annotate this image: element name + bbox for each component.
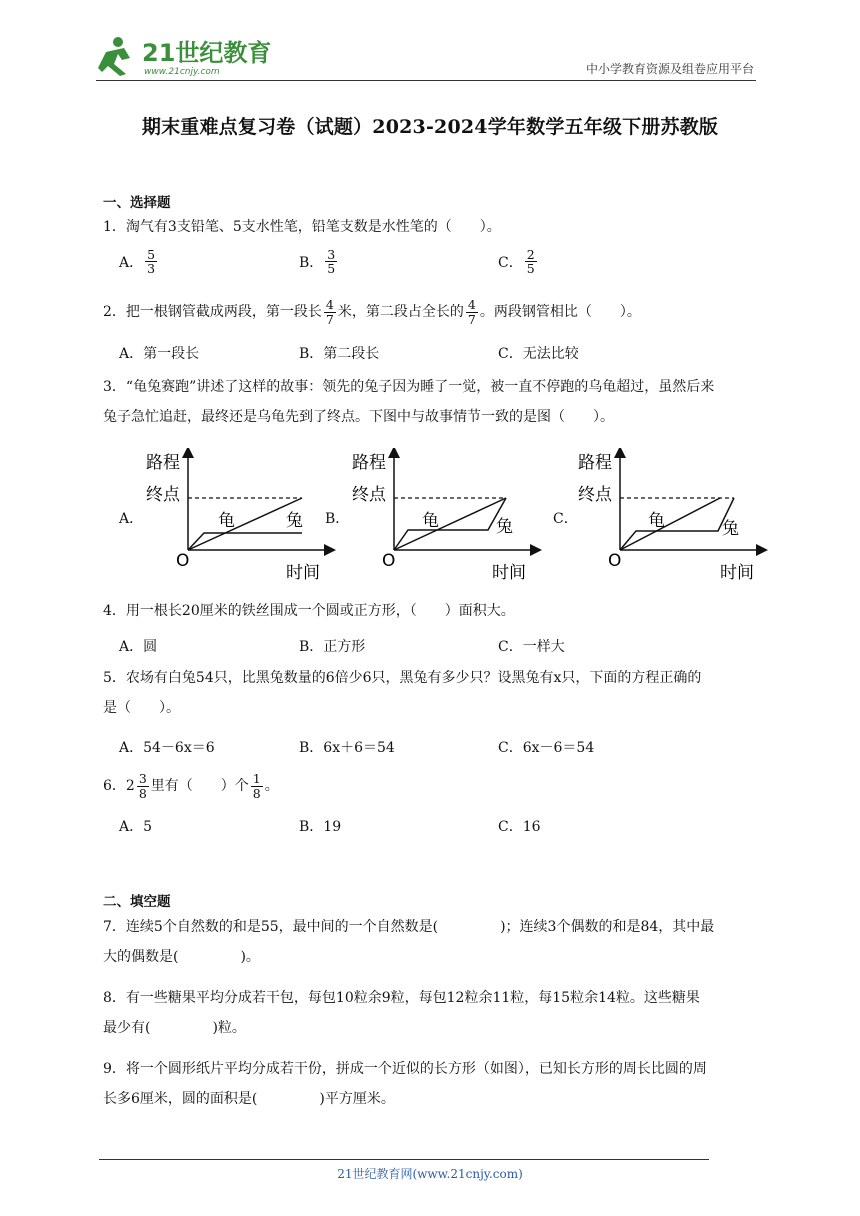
graph-c-origin: O [608,551,622,571]
question-4: 4．用一根长20厘米的铁丝围成一个圆或正方形，（ ）面积大。 [103,603,515,619]
graph-b-rabbit: 兔 [496,517,513,537]
graph-b-turtle: 龟 [422,511,439,531]
footer-divider [99,1159,709,1160]
graph-c-rabbit: 兔 [722,519,739,539]
question-7: 7．连续5个自然数的和是55，最中间的一个自然数是( )；连续3个偶数的和是84，其中最 大的偶数是( )。 [103,919,715,965]
q4-option-b: B．正方形 [299,639,366,655]
q4-option-a: A．圆 [119,639,158,655]
question-9: 9．将一个圆形纸片平均分成若干份，拼成一个近似的长方形（如图），已知长方形的周长比圆的周 长多6厘米，圆的面积是( )平方厘米。 [103,1061,707,1107]
q1-option-c: C． $\frac{2}{5}$ [498,247,535,277]
graph-b [346,448,546,587]
graph-a-y-label: 路程 [146,453,180,473]
question-5: 5．农场有白兔54只，比黑兔数量的6倍少6只，黑兔有多少只？设黑兔有x只，下面的方程正确的 是（ ）。 [103,670,702,716]
graph-c-y-label: 路程 [578,453,612,473]
q6-option-a: A．5 [119,819,153,835]
q2-option-a: A．第一段长 [119,346,200,362]
question-3: 3．“龟兔赛跑”讲述了这样的故事：领先的兔子因为睡了一觉，被一直不停跑的乌龟超过，虽然后来 兔子急忙追赶，最终还是乌龟先到了终点。下图中与故事情节一致的是图（ ）。 [103,379,715,425]
q2-option-c: C．无法比较 [498,346,579,362]
q6-option-b: B．19 [299,819,342,835]
graph-b-x-label: 时间 [492,563,526,583]
graph-b-finish-label: 终点 [352,485,386,505]
graph-c-finish-label: 终点 [578,485,612,505]
graph-c [572,448,772,587]
question-8: 8．有一些糖果平均分成若干包，每包10粒余9粒，每包12粒余11粒，每15粒余14粒。这些糖果 最少有( )粒。 [103,990,700,1036]
q5-option-c: C．6x－6＝54 [498,740,595,756]
section-heading-choice: 一、选择题 [103,195,171,211]
graph-a [140,448,340,587]
question-2: 2．把一根钢管截成两段，第一段长 $\frac{4}{7}$ 米，第二段占全长的 $\frac{4}{7}$ 。两段钢管相比（ ）。 [103,297,641,327]
graph-c-x-label: 时间 [720,563,754,583]
section-heading-fill: 二、填空题 [103,894,171,910]
graph-a-rabbit: 兔 [286,511,303,531]
platform-name: 中小学教育资源及组卷应用平台 [585,62,754,76]
site-logo [96,34,276,80]
graph-a-x-label: 时间 [286,563,320,583]
page-title: 期末重难点复习卷（试题）2023-2024学年数学五年级下册苏教版 [141,116,719,138]
logo-text: 21世纪教育 [142,39,272,67]
q5-option-b: B．6x＋6＝54 [299,740,395,756]
footer-text[interactable]: 21世纪教育网(www.21cnjy.com) [337,1167,523,1181]
graph-b-y-label: 路程 [352,453,386,473]
logo-url: www.21cnjy.com [144,67,220,77]
graph-c-turtle: 龟 [648,511,665,531]
q3-option-c-label: C． [553,511,578,527]
graph-a-finish-label: 终点 [146,485,180,505]
q5-option-a: A．54－6x＝6 [119,740,215,756]
graph-a-turtle: 龟 [218,511,235,531]
q2-option-b: B．第二段长 [299,346,380,362]
q3-option-b-label: B． [325,511,350,527]
q3-option-a-label: A． [119,511,144,527]
header-divider [96,80,756,81]
q1-option-a: A． $\frac{5}{3}$ [119,247,156,277]
q1-option-b: B． $\frac{3}{5}$ [299,247,336,277]
q6-option-c: C．16 [498,819,541,835]
question-1: 1．淘气有3支铅笔、5支水性笔，铅笔支数是水性笔的（ ）。 [103,219,501,235]
q4-option-c: C．一样大 [498,639,565,655]
graph-b-origin: O [382,551,396,571]
graph-a-origin: O [176,551,190,571]
question-6: 6． 2 $\frac{3}{8}$ 里有（ ）个 $\frac{1}{8}$ 。 [103,771,279,801]
